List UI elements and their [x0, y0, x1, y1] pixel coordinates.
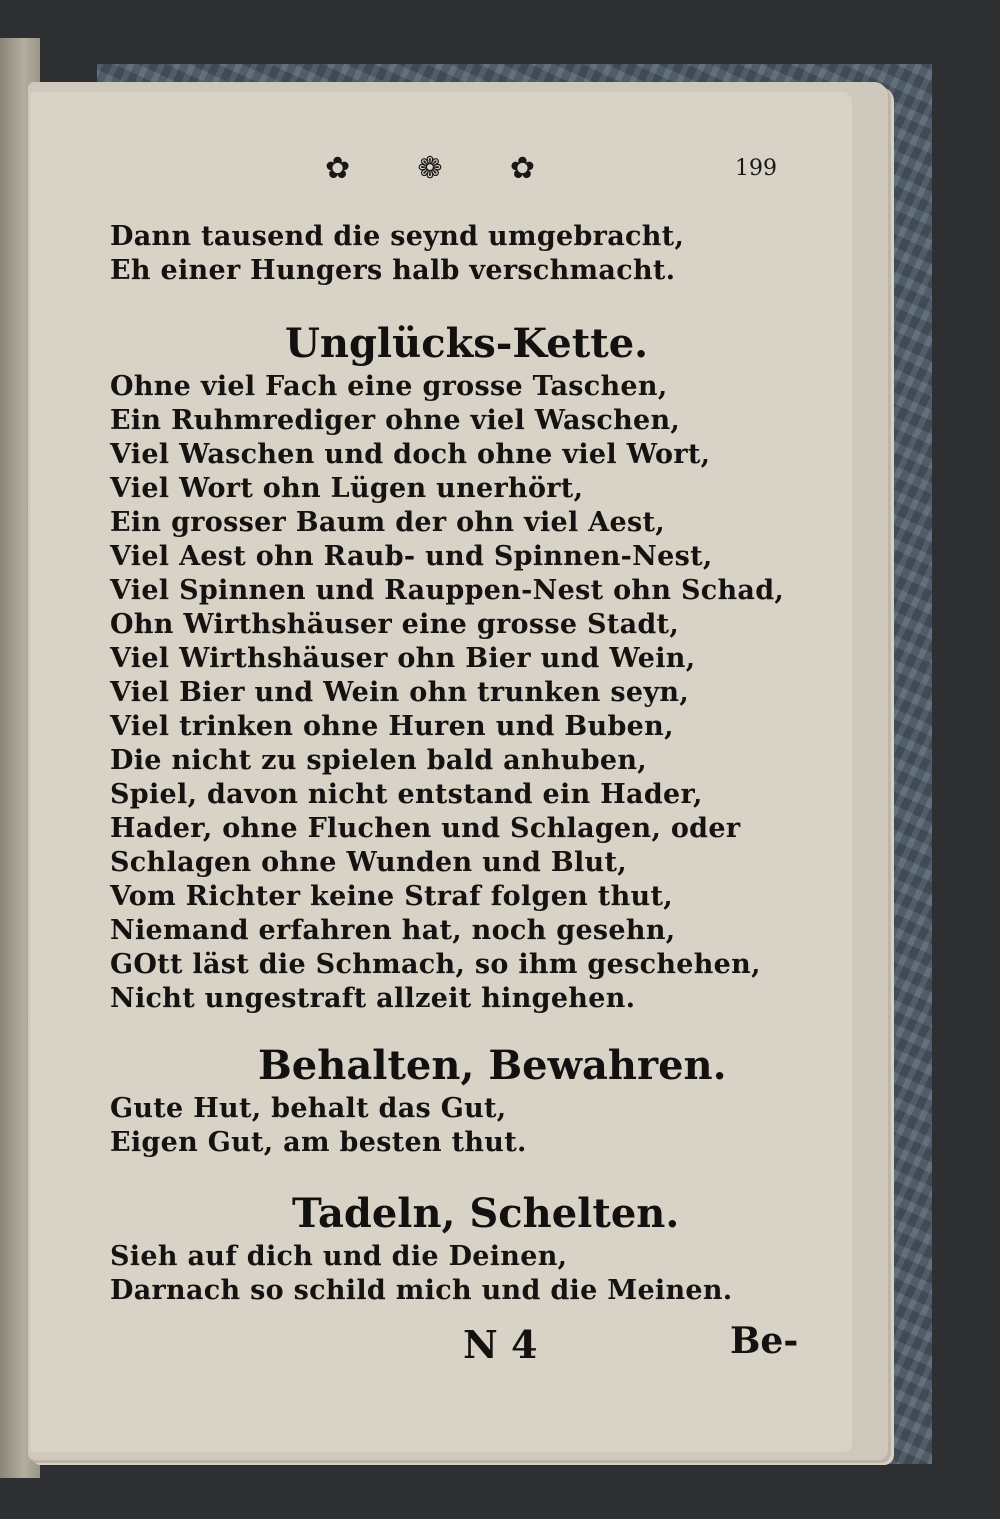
text-line: Viel Wirthshäuser ohn Bier und Wein,	[110, 643, 696, 674]
text-line: Viel Wort ohn Lügen unerhört,	[110, 473, 584, 504]
text-line: Viel Bier und Wein ohn trunken seyn,	[110, 677, 690, 708]
leaf-ornament-icon: ✿	[325, 150, 351, 186]
text-line: Gute Hut, behalt das Gut,	[110, 1093, 507, 1124]
book-page	[30, 92, 852, 1452]
text-line: Niemand erfahren hat, noch gesehn,	[110, 915, 676, 946]
signature-mark: N 4	[463, 1322, 538, 1367]
text-line: Eh einer Hungers halb verschmacht.	[110, 255, 676, 286]
flower-ornament-icon: ❁	[417, 150, 443, 186]
section-heading: Tadeln, Schelten.	[292, 1190, 680, 1237]
text-line: Ein grosser Baum der ohn viel Aest,	[110, 507, 665, 538]
text-line: Schlagen ohne Wunden und Blut,	[110, 847, 627, 878]
text-line: Sieh auf dich und die Deinen,	[110, 1241, 568, 1272]
section-heading: Behalten, Bewahren.	[258, 1042, 727, 1089]
text-line: Viel trinken ohne Huren und Buben,	[110, 711, 674, 742]
page-number: 199	[735, 156, 777, 181]
text-line: Darnach so schild mich und die Meinen.	[110, 1275, 733, 1306]
text-line: Ohn Wirthshäuser eine grosse Stadt,	[110, 609, 680, 640]
text-line: Viel Spinnen und Rauppen-Nest ohn Schad,	[110, 575, 785, 606]
text-line: Viel Aest ohn Raub- und Spinnen-Nest,	[110, 541, 713, 572]
header-ornament	[325, 148, 535, 188]
text-line: Viel Waschen und doch ohne viel Wort,	[110, 439, 711, 470]
text-line: Dann tausend die seynd umgebracht,	[110, 221, 685, 252]
section-heading: Unglücks-Kette.	[285, 320, 649, 367]
text-line: Spiel, davon nicht entstand ein Hader,	[110, 779, 703, 810]
text-line: Eigen Gut, am besten thut.	[110, 1127, 527, 1158]
leaf-ornament-icon: ✿	[509, 150, 535, 186]
text-line: Vom Richter keine Straf folgen thut,	[110, 881, 673, 912]
text-line: Hader, ohne Fluchen und Schlagen, oder	[110, 813, 741, 844]
text-line: GOtt läst die Schmach, so ihm geschehen,	[110, 949, 761, 980]
text-line: Nicht ungestraft allzeit hingehen.	[110, 983, 636, 1014]
catchword: Be-	[730, 1320, 799, 1362]
text-line: Ohne viel Fach eine grosse Taschen,	[110, 371, 668, 402]
text-line: Ein Ruhmrediger ohne viel Waschen,	[110, 405, 681, 436]
text-line: Die nicht zu spielen bald anhuben,	[110, 745, 648, 776]
